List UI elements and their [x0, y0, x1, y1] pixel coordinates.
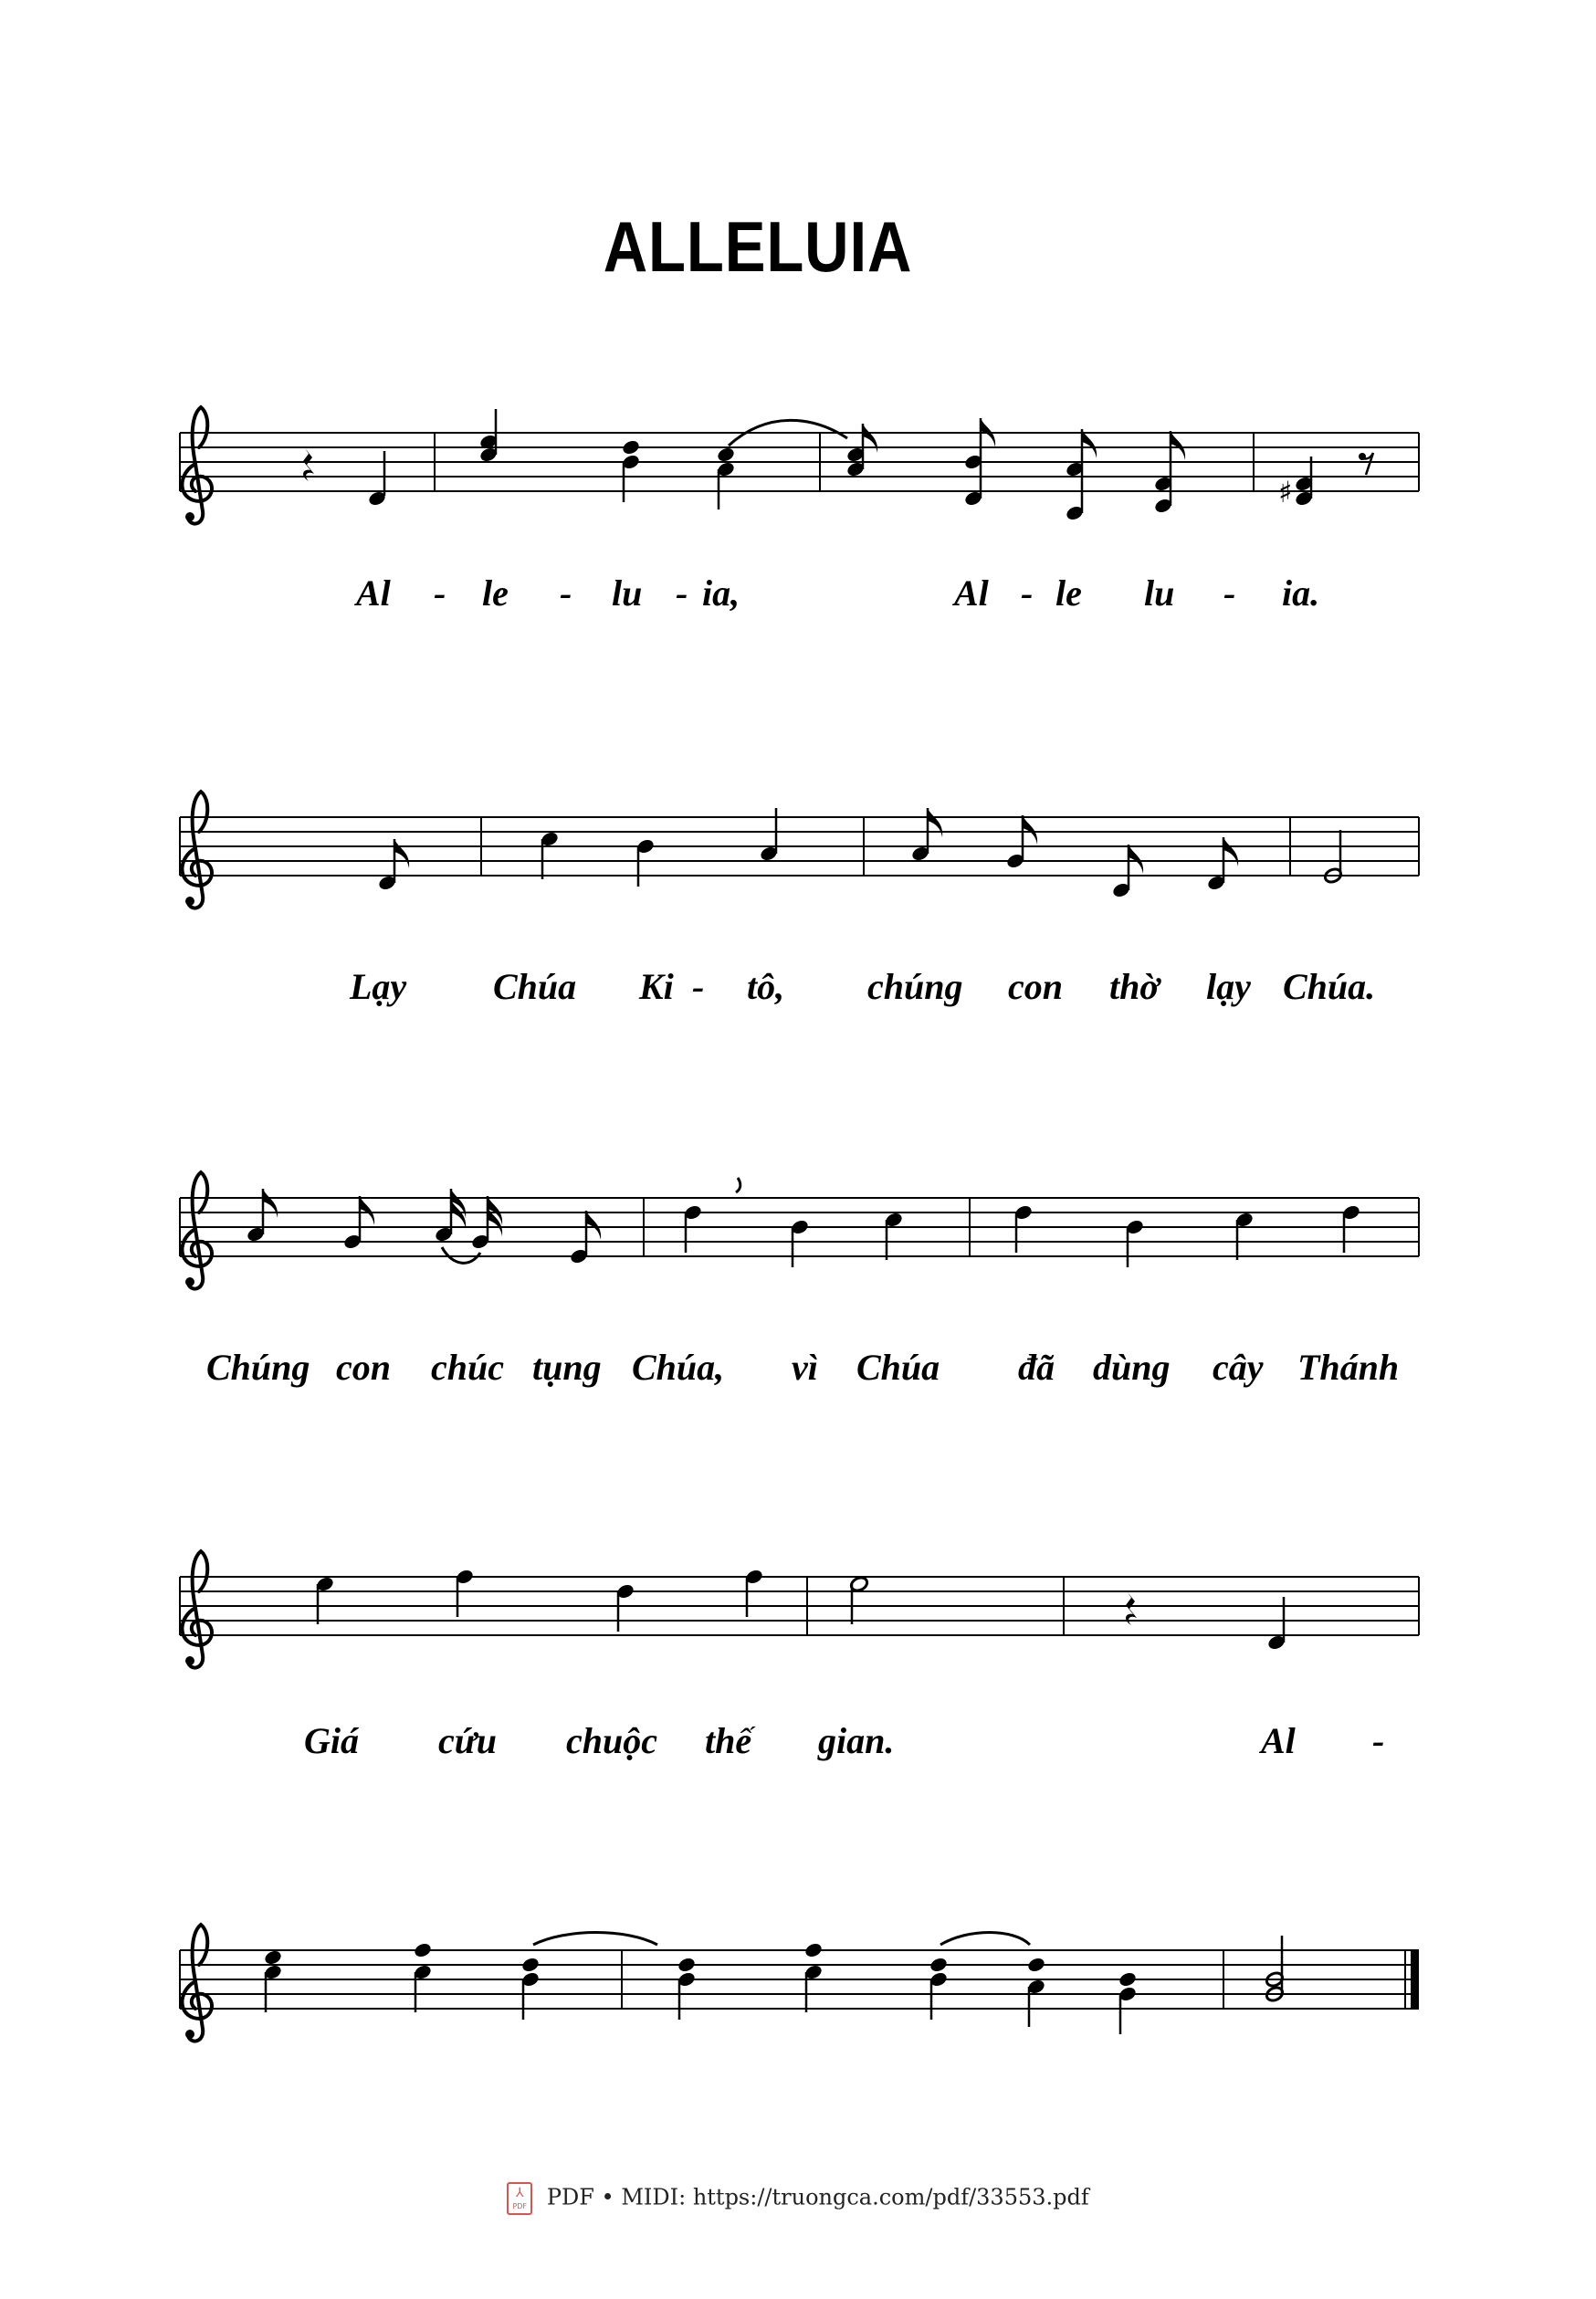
staff-system-2 — [180, 792, 1419, 908]
lyric-syllable: thờ — [1109, 966, 1160, 1007]
lyric-syllable: tụng — [532, 1347, 602, 1388]
lyric-syllable: lạy — [1206, 966, 1251, 1007]
lyric-syllable: ia, — [702, 572, 740, 614]
lyric-syllable: lu — [612, 572, 643, 614]
lyric-syllable: tô, — [747, 966, 785, 1007]
lyric-syllable: Thánh — [1297, 1347, 1400, 1388]
lyric-syllable: le — [482, 572, 509, 614]
lyric-syllable: Chúa — [856, 1347, 940, 1388]
lyric-syllable: chúc — [431, 1347, 504, 1388]
lyric-syllable: Al — [954, 572, 989, 614]
lyric-syllable: ia. — [1282, 572, 1320, 614]
lyric-hyphen: - — [560, 572, 572, 614]
lyric-syllable: Chúa — [493, 966, 577, 1007]
lyric-syllable: Chúng — [206, 1347, 310, 1388]
lyric-syllable: chúng — [867, 966, 963, 1007]
lyric-hyphen: - — [692, 966, 705, 1007]
svg-text:♯: ♯ — [1278, 475, 1293, 509]
lyrics-system-2 — [349, 966, 1375, 1007]
lyric-syllable: dùng — [1093, 1347, 1171, 1388]
lyrics-system-4 — [304, 1720, 1384, 1761]
lyric-hyphen: - — [1021, 572, 1034, 614]
lyric-syllable: cây — [1213, 1347, 1264, 1388]
lyric-syllable: Chúa, — [632, 1347, 725, 1388]
lyric-syllable: con — [1008, 966, 1063, 1007]
page-title: ALLELUIA — [603, 206, 913, 287]
lyrics-system-1 — [353, 572, 1319, 614]
lyric-syllable: Giá — [304, 1720, 359, 1761]
lyric-syllable: chuộc — [566, 1720, 657, 1761]
lyric-syllable: Lạy — [350, 966, 407, 1007]
lyrics-system-3 — [206, 1347, 1399, 1388]
staff-system-3 — [180, 1172, 1419, 1289]
lyric-syllable: đã — [1018, 1347, 1055, 1388]
lyric-syllable: gian. — [818, 1720, 895, 1761]
lyric-hyphen: - — [676, 572, 688, 614]
staff-system-4 — [180, 1551, 1419, 1668]
pdf-icon[interactable]: ⅄ PDF — [507, 2182, 532, 2215]
staff-system-5 — [180, 1925, 1419, 2042]
staff-system-1 — [180, 407, 1419, 524]
lyric-syllable: thế — [705, 1720, 752, 1761]
lyric-syllable: vì — [792, 1347, 818, 1388]
lyric-syllable: Al — [1261, 1720, 1296, 1761]
lyric-hyphen: - — [434, 572, 446, 614]
lyric-syllable: con — [336, 1347, 391, 1388]
lyric-syllable: Al — [356, 572, 391, 614]
lyric-syllable: Chúa. — [1283, 966, 1376, 1007]
lyric-hyphen: - — [1372, 1720, 1385, 1761]
lyric-syllable: lu — [1144, 572, 1175, 614]
lyric-syllable: cứu — [438, 1720, 497, 1761]
lyric-syllable: Ki — [639, 966, 674, 1007]
lyric-syllable: le — [1055, 572, 1082, 614]
lyric-hyphen: - — [1223, 572, 1236, 614]
footer — [0, 2182, 1596, 2215]
footer-link[interactable]: PDF • MIDI: https://truongca.com/pdf/33553.pdf — [546, 2184, 1089, 2210]
